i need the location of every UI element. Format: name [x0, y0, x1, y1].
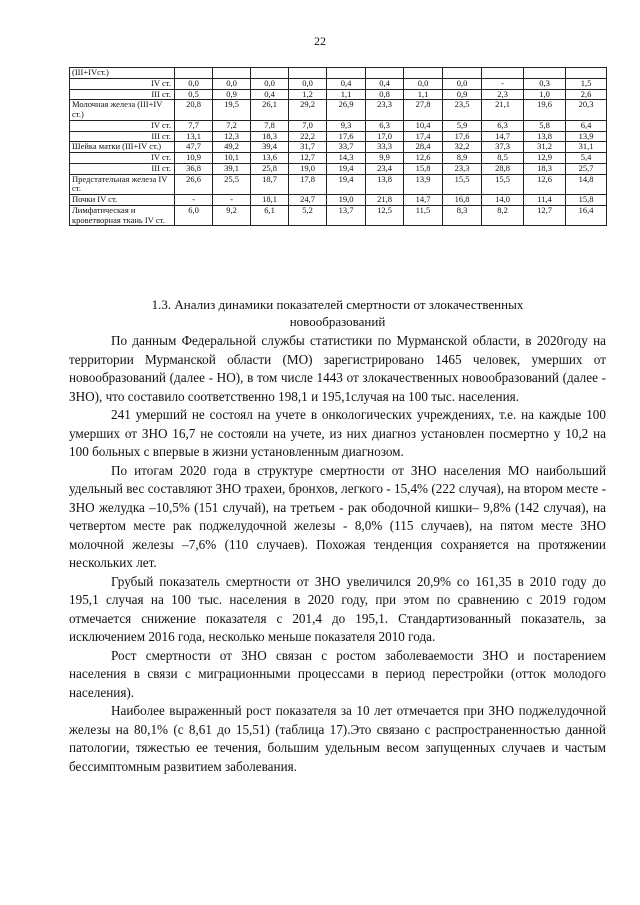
table-cell: 9,2 [213, 205, 251, 226]
section-heading-line-1: 1.3. Анализ динамики показателей смертности от злокачественных [151, 297, 524, 312]
table-cell: 16,8 [443, 195, 482, 206]
table-cell: 19,5 [213, 100, 251, 121]
table-cell: 15,8 [566, 195, 607, 206]
table-cell: 8,9 [443, 153, 482, 164]
table-cell [175, 68, 213, 79]
table-cell: 7,8 [251, 120, 289, 131]
row-label: IV ст. [70, 153, 175, 164]
table-cell: 0,0 [175, 78, 213, 89]
table-cell: 10,1 [213, 153, 251, 164]
table-cell: 27,8 [404, 100, 443, 121]
table-cell: 2,6 [566, 89, 607, 100]
table-cell: 15,5 [443, 174, 482, 195]
table-row [70, 205, 607, 226]
table-cell: 1,0 [524, 89, 566, 100]
table-cell: 19,4 [327, 163, 366, 174]
table-cell: 33,3 [366, 142, 404, 153]
row-label: (III+IVст.) [70, 68, 175, 79]
table-cell: 18,3 [251, 131, 289, 142]
table-cell: 26,1 [251, 100, 289, 121]
table-cell: 17,8 [289, 174, 327, 195]
table-cell: 0,3 [524, 78, 566, 89]
table-cell: 16,4 [566, 205, 607, 226]
table-cell: 12,7 [289, 153, 327, 164]
table-cell: 25,7 [566, 163, 607, 174]
table-cell: 14,7 [482, 131, 524, 142]
table-cell: 19,4 [327, 174, 366, 195]
table-cell: 26,9 [327, 100, 366, 121]
table-cell: 15,8 [404, 163, 443, 174]
table-cell: 9,3 [327, 120, 366, 131]
row-label: Шейка матки (III+IV ст.) [70, 142, 175, 153]
table-cell: 31,7 [289, 142, 327, 153]
table-cell: 13,9 [566, 131, 607, 142]
table-cell: 0,8 [366, 89, 404, 100]
table-cell [366, 68, 404, 79]
table-row [70, 174, 607, 195]
paragraph: Наиболее выраженный рост показателя за 10 лет отмечается при ЗНО поджелудочной железы на 80,1% (с 8,61 до 15,51) (таблица 17).Это связано с распространенностью данной патологии, тяжестью ее течения, большим удельным весом запущенных случаев и частым бессимптомным развитием заболевания. [69, 703, 606, 774]
table-cell: 14,3 [327, 153, 366, 164]
row-label: III ст. [70, 89, 175, 100]
row-label: III ст. [70, 163, 175, 174]
table-cell [443, 68, 482, 79]
table-cell: 12,9 [524, 153, 566, 164]
table-row [70, 163, 607, 174]
table-cell: 12,6 [524, 174, 566, 195]
table-cell: 0,4 [366, 78, 404, 89]
table-cell: 18,3 [524, 163, 566, 174]
table-row [70, 195, 607, 206]
table-cell: 13,8 [366, 174, 404, 195]
table-cell [251, 68, 289, 79]
table-cell: 39,1 [213, 163, 251, 174]
table-cell: 17,4 [404, 131, 443, 142]
table-cell: 14,8 [566, 174, 607, 195]
table-cell: 25,8 [251, 163, 289, 174]
statistics-table [69, 67, 606, 226]
table-row [70, 142, 607, 153]
paragraph: По итогам 2020 года в структуре смертности от ЗНО населения МО наибольший удельный вес составляют ЗНО трахеи, бронхов, легкого - 15,4% (222 случая), на втором месте - ЗНО желудка –10,5% (151 случай), на третьем - рак ободочной кишки– 9,8% (142 случая), на четвертом месте рак поджелудочной железы - 8,0% (115 случаев), на пятом месте ЗНО молочной железы –7,6% (110 случаев). Похожая тенденция сохраняется на протяжении нескольких лет. [69, 462, 606, 570]
table-cell: - [482, 78, 524, 89]
table-cell: 10,4 [404, 120, 443, 131]
table-cell: 6,3 [366, 120, 404, 131]
table-cell: 11,4 [524, 195, 566, 206]
table-cell: 6,0 [175, 205, 213, 226]
table-cell: 13,8 [524, 131, 566, 142]
table-cell [327, 68, 366, 79]
table-cell [566, 68, 607, 79]
table-cell [289, 68, 327, 79]
table-cell: 0,4 [251, 89, 289, 100]
table-cell: 12,7 [524, 205, 566, 226]
table-cell: 1,5 [566, 78, 607, 89]
table-cell: 18,7 [251, 174, 289, 195]
table-cell: 17,6 [327, 131, 366, 142]
table-cell: 13,1 [175, 131, 213, 142]
table-cell: 32,2 [443, 142, 482, 153]
table-cell: 23,3 [443, 163, 482, 174]
table-cell: 31,2 [524, 142, 566, 153]
table-cell: 6,4 [566, 120, 607, 131]
section-heading [69, 296, 606, 330]
table-cell: 8,2 [482, 205, 524, 226]
table-cell: 47,7 [175, 142, 213, 153]
table-cell: 6,3 [482, 120, 524, 131]
table-cell: 33,7 [327, 142, 366, 153]
table-cell: 14,0 [482, 195, 524, 206]
table-cell [482, 68, 524, 79]
table-cell: 36,8 [175, 163, 213, 174]
section-heading-line-2: новообразований [289, 314, 386, 329]
table-cell: 17,6 [443, 131, 482, 142]
table-cell: 39,4 [251, 142, 289, 153]
table-cell [524, 68, 566, 79]
row-label: IV ст. [70, 78, 175, 89]
table-cell: 14,7 [404, 195, 443, 206]
row-label: III ст. [70, 131, 175, 142]
table-cell: 0,9 [213, 89, 251, 100]
table-cell: 37,3 [482, 142, 524, 153]
table-cell: 11,5 [404, 205, 443, 226]
table-row [70, 153, 607, 164]
table-row [70, 89, 607, 100]
table-cell: 18,1 [251, 195, 289, 206]
table-cell: 0,0 [289, 78, 327, 89]
row-label: IV ст. [70, 120, 175, 131]
table-cell: 9,9 [366, 153, 404, 164]
table-cell: 0,5 [175, 89, 213, 100]
table-cell: 13,7 [327, 205, 366, 226]
table-cell: 0,0 [251, 78, 289, 89]
table-cell: 19,0 [327, 195, 366, 206]
table-cell: 13,9 [404, 174, 443, 195]
table-cell: 26,6 [175, 174, 213, 195]
table-cell: 1,1 [327, 89, 366, 100]
table-cell [404, 68, 443, 79]
paragraph: По данным Федеральной службы статистики по Мурманской области, в 2020году на территории Мурманской области (МО) зарегистрировано 1465 человек, умерших от новообразований (далее - НО), в том числе 1443 от злокачественных новообразований (далее - ЗНО), что составило соответственно 198,1 и 195,1случая на 100 тыс. населения. [69, 333, 606, 404]
table-row [70, 68, 607, 79]
table-cell: 28,4 [404, 142, 443, 153]
table-row [70, 131, 607, 142]
table-cell: 6,1 [251, 205, 289, 226]
table-cell: 49,2 [213, 142, 251, 153]
table-row [70, 100, 607, 121]
table-cell: 23,4 [366, 163, 404, 174]
table-cell: 8,3 [443, 205, 482, 226]
table-cell: 0,0 [404, 78, 443, 89]
table-cell: 28,8 [482, 163, 524, 174]
table-cell: 31,1 [566, 142, 607, 153]
table-cell: 7,2 [213, 120, 251, 131]
table-cell: 8,5 [482, 153, 524, 164]
table-cell: 0,0 [443, 78, 482, 89]
table-cell: 10,9 [175, 153, 213, 164]
table-cell: 20,3 [566, 100, 607, 121]
table-cell: 24,7 [289, 195, 327, 206]
row-label: Молочная железа (III+IV ст.) [70, 100, 175, 121]
table-cell: 19,0 [289, 163, 327, 174]
table-cell: 13,6 [251, 153, 289, 164]
row-label: Предстательная железа IV ст. [70, 174, 175, 195]
table-cell: 0,0 [213, 78, 251, 89]
table-row [70, 120, 607, 131]
table-cell: 1,1 [404, 89, 443, 100]
table-cell: 0,9 [443, 89, 482, 100]
table-cell: 21,1 [482, 100, 524, 121]
page-number: 22 [314, 34, 326, 48]
table-cell: 15,5 [482, 174, 524, 195]
table-cell: 1,2 [289, 89, 327, 100]
table-cell: 12,3 [213, 131, 251, 142]
table-row [70, 78, 607, 89]
table-cell [213, 68, 251, 79]
table-cell: 5,8 [524, 120, 566, 131]
table-cell: 5,2 [289, 205, 327, 226]
table-body [70, 68, 607, 226]
table-cell: 5,4 [566, 153, 607, 164]
table-cell: - [175, 195, 213, 206]
table-cell: 0,4 [327, 78, 366, 89]
table-cell: 12,5 [366, 205, 404, 226]
table-cell: 20,8 [175, 100, 213, 121]
table-cell: 5,9 [443, 120, 482, 131]
body-text [69, 332, 606, 776]
table-cell: 23,5 [443, 100, 482, 121]
paragraph: 241 умерший не состоял на учете в онкологических учреждениях, т.е. на каждые 100 умерших от ЗНО 16,7 не состояли на учете, из них диагноз установлен посмертно у 10,2 на 100 больных с впервые в жизни установленным диагнозом. [69, 407, 606, 459]
paragraph: Рост смертности от ЗНО связан с ростом заболеваемости ЗНО и постарением населения в связи с миграционными процессами в период перестройки (отток молодого населения). [69, 647, 606, 700]
table-cell: 23,3 [366, 100, 404, 121]
table-cell: - [213, 195, 251, 206]
table-cell: 29,2 [289, 100, 327, 121]
table-cell: 25,5 [213, 174, 251, 195]
table-cell: 7,7 [175, 120, 213, 131]
row-label: Лимфатическая и кроветворная ткань IV ст. [70, 205, 175, 226]
table-cell: 21,8 [366, 195, 404, 206]
table-cell: 7,0 [289, 120, 327, 131]
table-cell: 19,6 [524, 100, 566, 121]
paragraph: Грубый показатель смертности от ЗНО увеличился 20,9% со 161,35 в 2010 году до 195,1 случая на 100 тыс. населения в 2020 году, при этом по сравнению с 2019 годом отмечается снижение показателя с 201,4 до 195,1. Стандартизованный показатель, за исключением 2016 года, несколько меньше показателя 2010 года. [69, 573, 606, 644]
table-cell: 2,3 [482, 89, 524, 100]
table-cell: 22,2 [289, 131, 327, 142]
table-cell: 12,6 [404, 153, 443, 164]
row-label: Почки IV ст. [70, 195, 175, 206]
table-cell: 17,0 [366, 131, 404, 142]
